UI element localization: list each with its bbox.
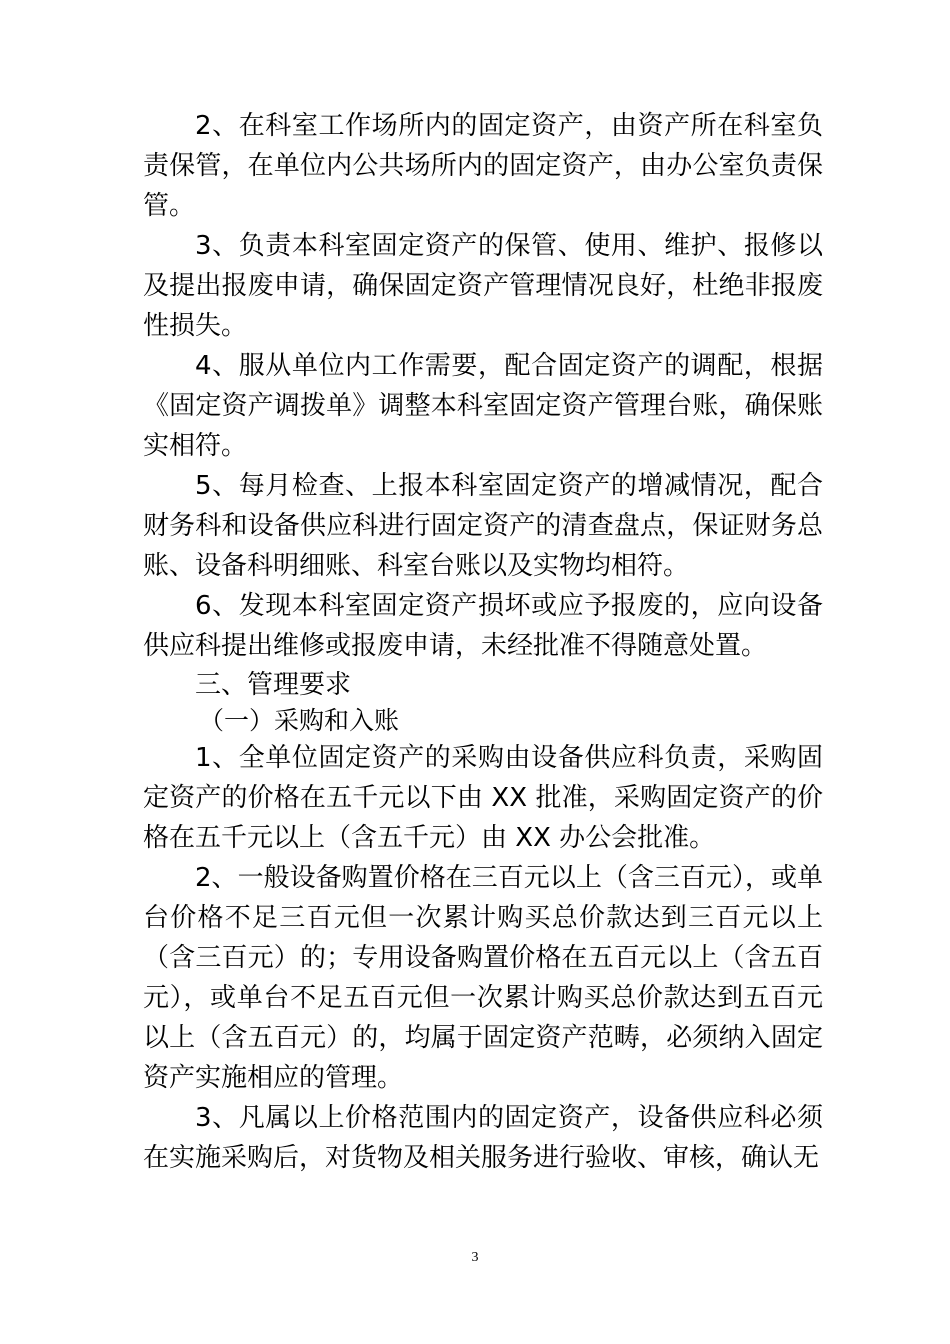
paragraph-procurement-2: 2、一般设备购置价格在三百元以上（含三百元），或单台价格不足三百元但一次累计购买总价款达到三百元以上（含三百元）的；专用设备购置价格在五百元以上（含五百元），或单台不足五百元但一次累计购买总价款达到五百元以上（含五百元）的，均属于固定资产范畴，必须纳入固定资产实施相应的管理。 [143,863,823,1093]
section-heading: 三、管理要求 [195,670,352,700]
page-number: 3 [471,1250,479,1265]
paragraph-item-4: 4、服从单位内工作需要，配合固定资产的调配，根据《固定资产调拨单》调整本科室固定资产管理台账，确保账实相符。 [143,351,823,461]
document-body [143,106,823,1178]
paragraph-item-3: 3、负责本科室固定资产的保管、使用、维护、报修以及提出报废申请，确保固定资产管理情况良好，杜绝非报废性损失。 [143,231,823,341]
paragraph-procurement-3: 3、凡属以上价格范围内的固定资产，设备供应科必须在实施采购后，对货物及相关服务进行验收、审核，确认无 [143,1103,823,1173]
paragraph-item-2: 2、在科室工作场所内的固定资产，由资产所在科室负责保管，在单位内公共场所内的固定资产，由办公室负责保管。 [143,111,823,221]
paragraph-procurement-1: 1、全单位固定资产的采购由设备供应科负责，采购固定资产的价格在五千元以下由 XX 批准，采购固定资产的价格在五千元以上（含五千元）由 XX 办公会批准。 [143,743,823,853]
paragraph-item-6: 6、发现本科室固定资产损坏或应予报废的，应向设备供应科提出维修或报废申请，未经批准不得随意处置。 [143,591,823,661]
subsection-heading: （一）采购和入账 [199,706,400,735]
paragraph-item-5: 5、每月检查、上报本科室固定资产的增减情况，配合财务科和设备供应科进行固定资产的清查盘点，保证财务总账、设备科明细账、科室台账以及实物均相符。 [143,471,823,581]
